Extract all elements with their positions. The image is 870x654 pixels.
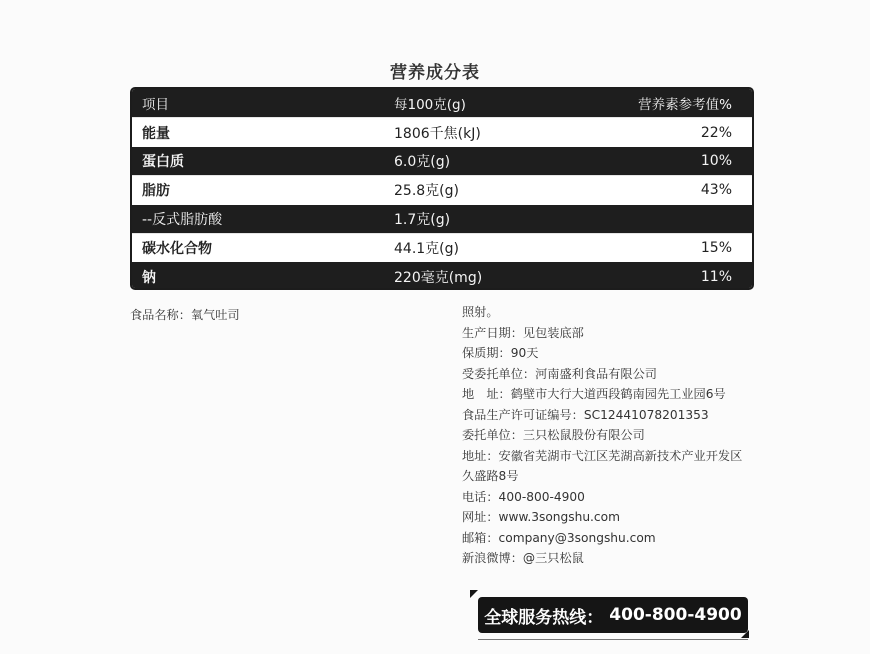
row-amount: 1.7克(g) bbox=[394, 211, 451, 228]
header-item: 项目 bbox=[142, 97, 169, 114]
row-amount: 1806千焦(kJ) bbox=[394, 125, 481, 142]
hotline-label: 全球服务热线： bbox=[484, 607, 604, 628]
row-name: 碳水化合物 bbox=[142, 241, 212, 258]
info-line: 网址：www.3songshu.com bbox=[462, 510, 620, 524]
table-header-row bbox=[132, 89, 752, 117]
info-line: 食品生产许可证编号：SC12441078201353 bbox=[462, 407, 709, 422]
row-nrv: 11% bbox=[700, 268, 732, 285]
row-name: --反式脂肪酸 bbox=[142, 211, 223, 228]
header-per100g: 每100克(g) bbox=[394, 97, 466, 114]
row-nrv: 43% bbox=[700, 182, 732, 199]
row-name: 钠 bbox=[142, 269, 156, 286]
table-row bbox=[132, 262, 752, 290]
table-row bbox=[132, 233, 752, 262]
corner-ornament bbox=[470, 590, 478, 598]
row-nrv: 22% bbox=[700, 124, 732, 141]
header-nrv: 营养素参考值% bbox=[638, 97, 732, 114]
row-amount: 25.8克(g) bbox=[394, 183, 459, 200]
product-info bbox=[462, 302, 762, 569]
row-amount: 44.1克(g) bbox=[394, 241, 459, 258]
table-title: 营养成分表 bbox=[390, 63, 480, 83]
row-name: 脂肪 bbox=[142, 183, 170, 200]
row-nrv: 10% bbox=[700, 152, 732, 169]
info-line: 受委托单位：河南盛利食品有限公司 bbox=[462, 366, 657, 381]
info-line: 新浪微博：@三只松鼠 bbox=[462, 551, 584, 565]
info-line: 生产日期：见包装底部 bbox=[462, 325, 584, 340]
info-line: 地 址：鹤壁市大行大道西段鹤南园先工业园6号 bbox=[462, 387, 726, 401]
hotline-number: 400-800-4900 bbox=[609, 605, 742, 625]
table-row bbox=[132, 205, 752, 233]
service-hotline-banner bbox=[478, 597, 748, 633]
info-line: 电话：400-800-4900 bbox=[462, 489, 585, 504]
ingredients-paragraph: 食品名称：氧气吐司 bbox=[130, 308, 240, 322]
corner-ornament bbox=[741, 630, 749, 638]
info-line: 邮箱：company@3songshu.com bbox=[462, 530, 656, 545]
table-row bbox=[132, 147, 752, 175]
row-nrv: 15% bbox=[700, 240, 732, 257]
table-row bbox=[132, 117, 752, 146]
ingredients-text bbox=[130, 305, 445, 326]
row-name: 蛋白质 bbox=[142, 153, 184, 170]
divider bbox=[478, 639, 748, 640]
row-name: 能量 bbox=[142, 125, 170, 142]
table-row bbox=[132, 175, 752, 204]
row-amount: 6.0克(g) bbox=[394, 153, 451, 170]
info-line: 地址：安徽省芜湖市弋江区芜湖高新技术产业开发区久盛路8号 bbox=[462, 448, 743, 483]
info-line: 保质期：90天 bbox=[462, 346, 539, 360]
nutrition-table bbox=[130, 87, 754, 290]
info-line: 照射。 bbox=[462, 305, 499, 319]
info-line: 委托单位：三只松鼠股份有限公司 bbox=[462, 428, 645, 442]
row-amount: 220毫克(mg) bbox=[394, 269, 483, 286]
